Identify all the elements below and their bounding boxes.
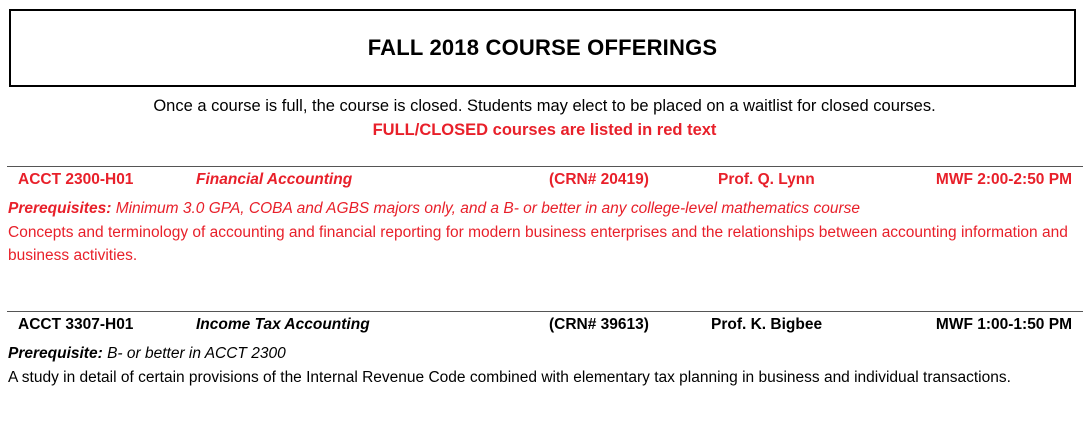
course-divider [7, 166, 1083, 167]
course-header-row [0, 316, 1089, 338]
course-crn: (CRN# 20419) [549, 171, 649, 188]
course-code: ACCT 3307-H01 [18, 316, 134, 333]
closed-courses-legend: FULL/CLOSED courses are listed in red text [372, 121, 717, 139]
course-title: Income Tax Accounting [196, 316, 370, 333]
course-crn: (CRN# 39613) [549, 316, 649, 333]
course-prerequisites [8, 200, 1083, 218]
page-title: FALL 2018 COURSE OFFERINGS [367, 35, 718, 60]
course-schedule: MWF 2:00-2:50 PM [935, 171, 1072, 188]
course-prerequisites [8, 345, 1083, 363]
course-title: Financial Accounting [196, 171, 353, 188]
title-box [9, 9, 1076, 87]
prereq-text: Minimum 3.0 GPA, COBA and AGBS majors only, and a B- or better in any college-level mathematics course [115, 200, 861, 217]
course-description: Concepts and terminology of accounting and financial reporting for modern business enterprises and the relationships between accounting information and business activities. [8, 224, 1068, 264]
prereq-label: Prerequisite: [8, 345, 103, 362]
course-professor: Prof. Q. Lynn [718, 171, 815, 188]
prereq-label: Prerequisites: [8, 200, 112, 217]
course-header-row [0, 171, 1089, 193]
course-divider [7, 311, 1083, 312]
waitlist-notice: Once a course is full, the course is closed. Students may elect to be placed on a waitlist for closed courses. [153, 97, 936, 115]
course-professor: Prof. K. Bigbee [711, 316, 823, 333]
course-schedule: MWF 1:00-1:50 PM [935, 316, 1072, 333]
course-code: ACCT 2300-H01 [18, 171, 134, 188]
prereq-text: B- or better in ACCT 2300 [107, 345, 286, 362]
course-description: A study in detail of certain provisions of the Internal Revenue Code combined with elementary tax planning in business and individual transactions. [8, 369, 1011, 386]
